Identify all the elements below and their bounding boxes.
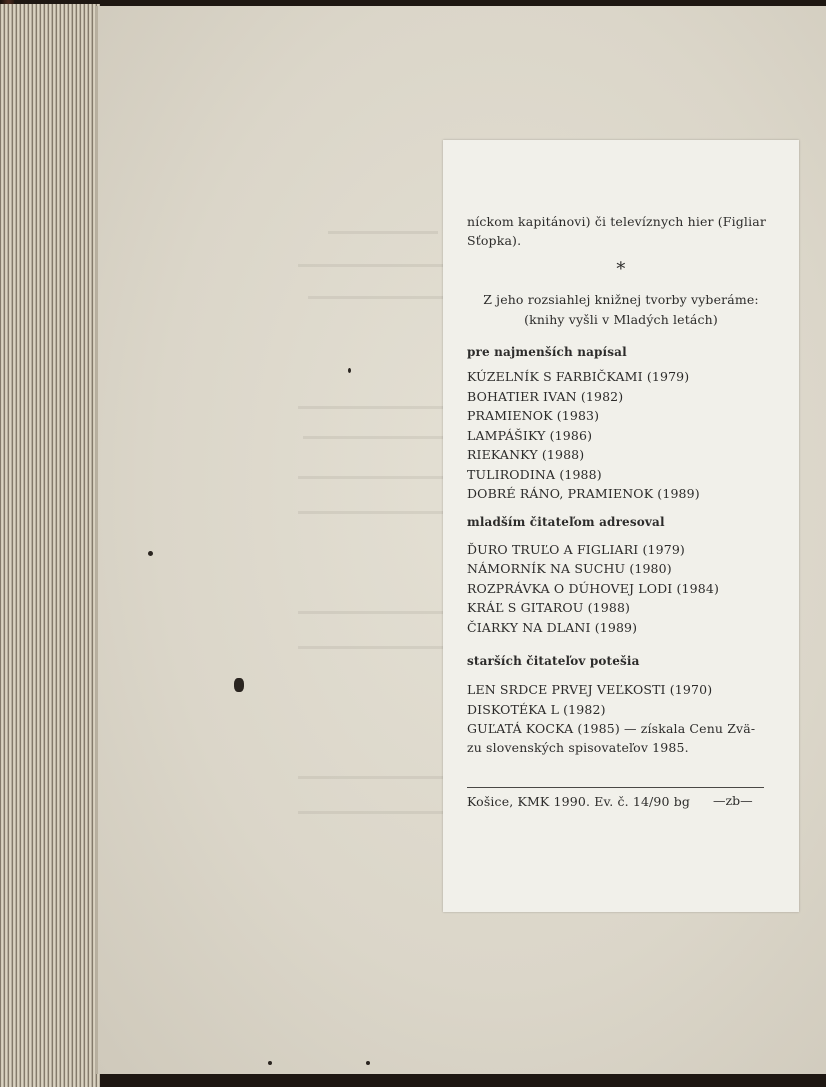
book-title: DISKOTÉKA L (1982) xyxy=(467,702,606,717)
book-title: zu slovenských spisovateľov 1985. xyxy=(467,740,689,755)
bleed-through-text xyxy=(298,476,448,479)
book-title: TULIRODINA (1988) xyxy=(467,467,602,482)
book-title: LEN SRDCE PRVEJ VEĽKOSTI (1970) xyxy=(467,682,713,697)
book-title: ROZPRÁVKA O DÚHOVEJ LODI (1984) xyxy=(467,581,719,596)
book-title: DOBRÉ RÁNO, PRAMIENOK (1989) xyxy=(467,486,700,501)
ink-speck xyxy=(366,1061,370,1065)
book-title: PRAMIENOK (1983) xyxy=(467,408,600,423)
book-title: ČIARKY NA DLANI (1989) xyxy=(467,620,638,635)
book-title: RIEKANKY (1988) xyxy=(467,447,585,462)
book-title: LAMPÁŠIKY (1986) xyxy=(467,428,593,443)
ink-speck xyxy=(234,678,244,692)
bleed-through-text xyxy=(303,436,448,439)
intro-line-2: (knihy vyšli v Mladých letách) xyxy=(524,312,718,327)
inserted-slip xyxy=(443,140,799,912)
bleed-through-text xyxy=(298,511,448,514)
intro-line-1: Z jeho rozsiahlej knižnej tvorby vyberáme: xyxy=(483,292,759,307)
ink-speck xyxy=(348,368,351,373)
bleed-through-text xyxy=(308,296,448,299)
section-heading: mladším čitateľom adresoval xyxy=(467,515,665,529)
author-signature: —zb— xyxy=(713,793,753,808)
bleed-through-text xyxy=(298,811,448,814)
asterisk-separator: ∗ xyxy=(614,255,628,276)
continuation-line-2: Sťopka). xyxy=(467,233,522,248)
section-heading: pre najmenších napísal xyxy=(467,345,627,359)
bleed-through-text xyxy=(298,406,448,409)
book-title: NÁMORNÍK NA SUCHU (1980) xyxy=(467,561,672,576)
book-title: KÚZELNÍK S FARBIČKAMI (1979) xyxy=(467,369,690,384)
continuation-line-1: níckom kapitánovi) či televíznych hier (Figliar xyxy=(467,214,766,229)
book-title: BOHATIER IVAN (1982) xyxy=(467,389,624,404)
book-title: KRÁĽ S GITAROU (1988) xyxy=(467,600,631,615)
ink-speck xyxy=(148,551,153,556)
bleed-through-text xyxy=(298,264,448,267)
footer-rule xyxy=(467,787,764,788)
ink-speck xyxy=(268,1061,272,1065)
bleed-through-text xyxy=(298,611,448,614)
bleed-through-text xyxy=(298,776,448,779)
page-edges xyxy=(0,4,100,1087)
book-title: ĎURO TRUĽO A FIGLIARI (1979) xyxy=(467,542,685,557)
book-title: GUĽATÁ KOCKA (1985) — získala Cenu Zvä- xyxy=(467,721,756,736)
bleed-through-text xyxy=(298,646,448,649)
section-heading: starších čitateľov potešia xyxy=(467,654,640,668)
bleed-through-text xyxy=(328,231,438,234)
publisher-imprint: Košice, KMK 1990. Ev. č. 14/90 bg xyxy=(467,794,691,809)
